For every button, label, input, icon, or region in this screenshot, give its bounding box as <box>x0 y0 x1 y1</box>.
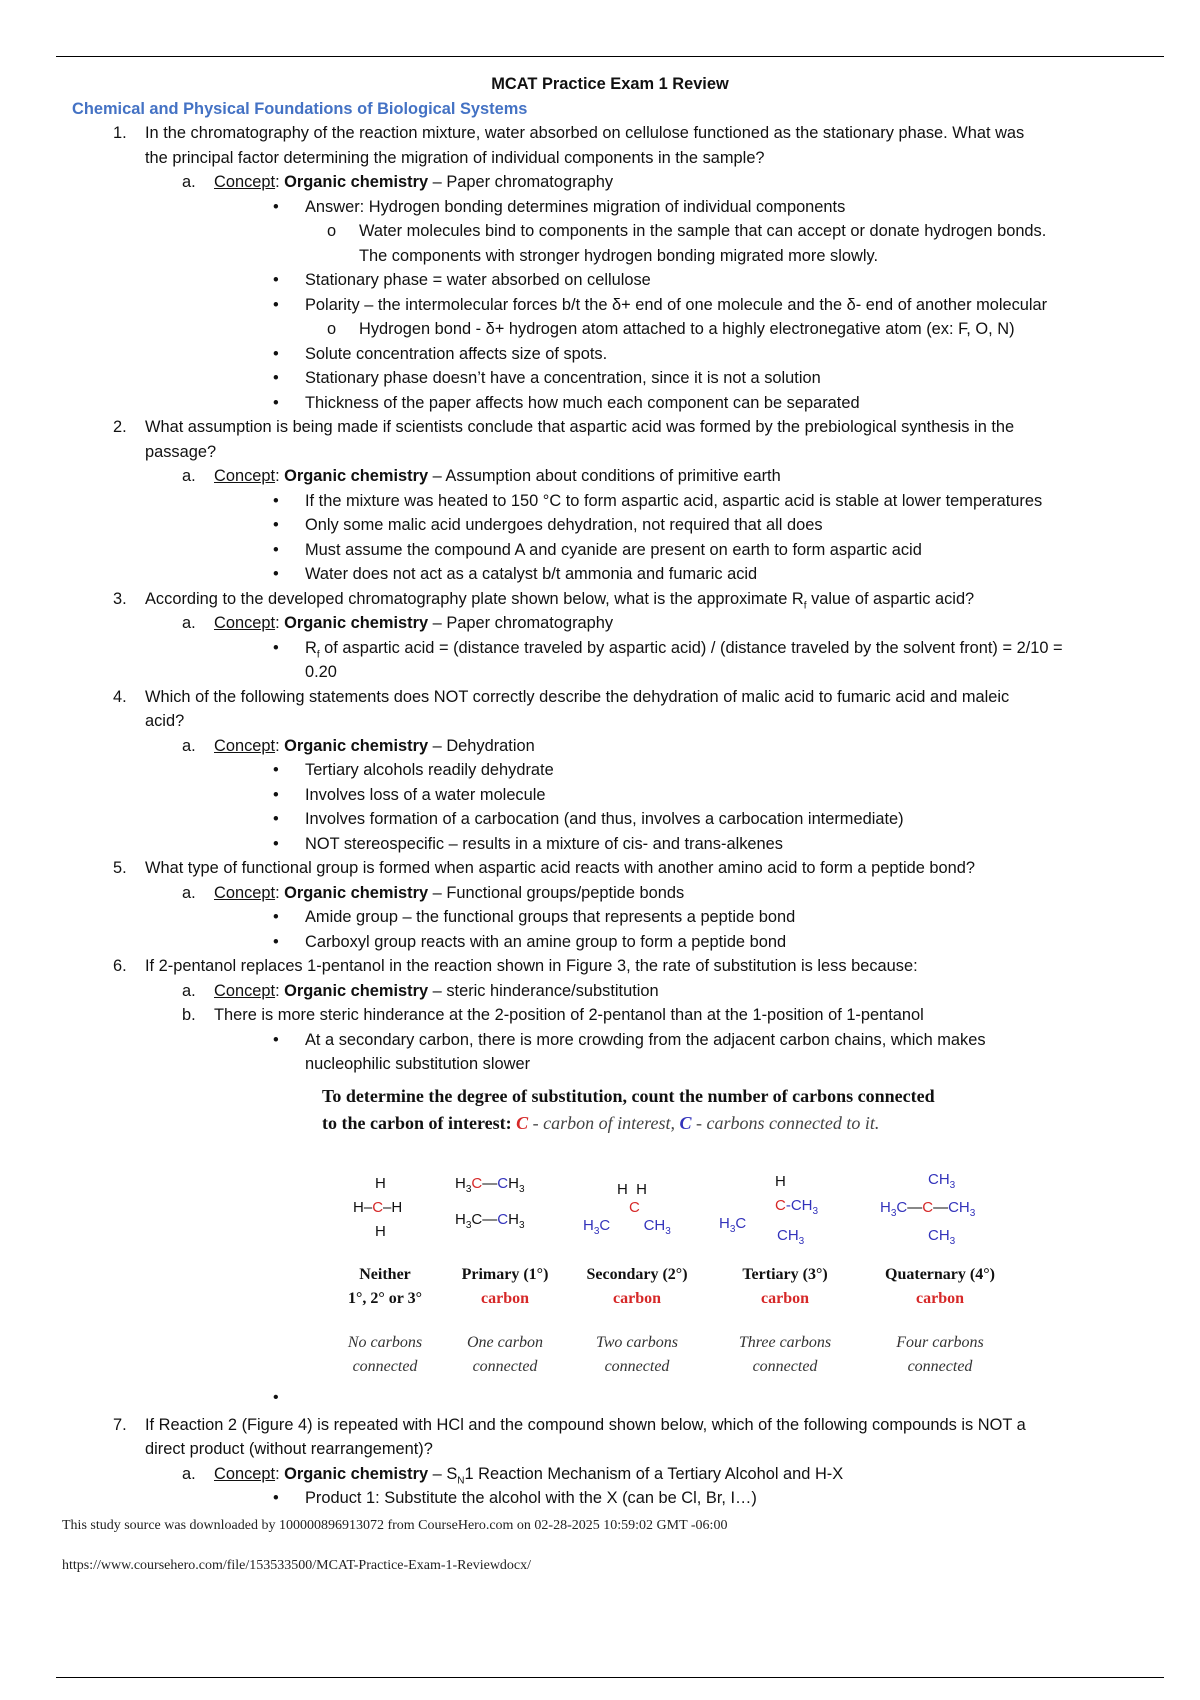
bullet-marker: • <box>273 369 279 387</box>
text-segment: Polarity – the intermolecular forces b/t the δ+ end of one molecule and the δ- end of another molecular <box>305 295 1048 314</box>
text-segment: 0.20 <box>305 663 337 681</box>
list-number: a. <box>182 467 196 485</box>
topic-label: Organic chemistry <box>284 981 429 1000</box>
line-text <box>214 611 613 636</box>
alpha-line <box>0 464 1200 489</box>
text-segment: R <box>305 638 317 657</box>
text-segment: Tertiary alcohols readily dehydrate <box>305 761 554 779</box>
text-segment: – steric hinderance/substitution <box>428 981 659 1000</box>
bullet-line <box>0 832 1200 857</box>
bullet-line <box>0 1028 1200 1053</box>
column-secondary: H H C $H_3C$ $CH_3$ Secondary (2°) carbon Two carbons connected <box>577 1173 697 1379</box>
bottom-rule <box>56 1677 1164 1678</box>
text-segment: Product 1: Substitute the alcohol with the X (can be Cl, Br, I…) <box>305 1489 757 1507</box>
circle-line <box>0 244 1200 269</box>
line-text <box>145 1437 433 1462</box>
text-segment: Water molecules bind to components in the sample that can accept or donate hydrogen bonds. <box>359 222 1047 240</box>
methane-structure-icon: H H–C–H H <box>353 1174 403 1240</box>
text-segment: Solute concentration affects size of spots. <box>305 344 608 363</box>
text-segment: What assumption is being made if scientists conclude that aspartic acid was formed by the prebiological synthesis in the <box>145 418 1015 436</box>
list-number: a. <box>182 883 196 902</box>
bullet-line <box>0 930 1200 955</box>
text-segment: What type of functional group is formed when aspartic acid reacts with another amino acid to form a peptide bond? <box>145 859 976 877</box>
list-number: a. <box>182 981 196 1000</box>
list-number: b. <box>182 1006 196 1024</box>
document-body <box>0 72 1200 1511</box>
text-segment: N <box>457 1474 465 1486</box>
substitution-diagram <box>322 1083 1042 1403</box>
line-text <box>145 587 974 612</box>
text-segment: At a secondary carbon, there is more crowding from the adjacent carbon chains, which makes <box>305 1030 986 1049</box>
line-text <box>305 562 757 587</box>
line-text <box>145 1413 1026 1438</box>
text-segment: value of aspartic acid? <box>806 589 975 608</box>
bullet-line <box>0 758 1200 783</box>
alpha-line <box>0 170 1200 195</box>
circle-bullet-marker: o <box>327 320 337 338</box>
text-segment: – Paper chromatography <box>428 173 614 191</box>
bullet-marker: • <box>273 197 279 216</box>
propane-structure-icon: H H C $H_3C$ $CH_3$ <box>583 1180 671 1237</box>
concept-label: Concept <box>214 467 276 485</box>
concept-label: Concept <box>214 981 276 1000</box>
line-text <box>305 391 860 416</box>
text-segment: Involves loss of a water molecule <box>305 785 546 804</box>
text-segment: the principal factor determining the migration of individual components in the sample? <box>145 148 765 167</box>
line-text <box>305 1052 530 1077</box>
topic-label: Organic chemistry <box>284 883 429 902</box>
text-segment: Hydrogen bond - δ+ hydrogen atom attached to a highly electronegative atom (ex: F, O, N) <box>359 320 1015 338</box>
source-url-link[interactable]: https://www.coursehero.com/file/153533500/MCAT-Practice-Exam-1-Reviewdocx/ <box>62 1558 532 1573</box>
text-segment: : <box>275 173 285 191</box>
text-segment: – Assumption about conditions of primitive earth <box>428 467 781 485</box>
text-segment: direct product (without rearrangement)? <box>145 1440 433 1458</box>
text-segment: Answer: Hydrogen bonding determines migration of individual components <box>305 197 846 216</box>
line-text <box>305 366 821 391</box>
line-text <box>305 1486 757 1511</box>
question-list <box>0 121 1200 1511</box>
line-text <box>214 734 535 759</box>
bullet-marker: • <box>273 491 279 510</box>
bullet-marker: • <box>273 1489 279 1507</box>
line-text <box>145 685 1009 710</box>
line-text <box>305 489 1042 514</box>
text-segment: Stationary phase = water absorbed on cellulose <box>305 271 651 289</box>
text-segment: : <box>275 981 285 1000</box>
line-text <box>214 1462 843 1487</box>
bullet-line <box>0 195 1200 220</box>
text-segment: 1 Reaction Mechanism of a Tertiary Alcohol and H-X <box>464 1464 844 1483</box>
bullet-line <box>0 1052 1200 1077</box>
text-segment: f <box>803 599 807 611</box>
line-text <box>214 979 659 1004</box>
line-text <box>305 832 783 857</box>
line-text <box>359 244 878 269</box>
bullet-marker: • <box>273 1388 279 1406</box>
bullet-marker: • <box>273 810 279 828</box>
bullet-line <box>0 293 1200 318</box>
text-segment: Only some malic acid undergoes dehydration, not required that all does <box>305 516 823 534</box>
line-text <box>305 930 786 955</box>
text-segment: – Dehydration <box>428 736 535 755</box>
isobutane-structure-icon: H $C-CH_3$ $H_3C$ $CH_3$ <box>719 1172 819 1247</box>
list-number: 1. <box>113 124 127 142</box>
bullet-line <box>0 268 1200 293</box>
substitution-figure <box>0 1083 1200 1413</box>
bullet-line <box>0 391 1200 416</box>
text-segment: Involves formation of a carbocation (and thus, involves a carbocation intermediate) <box>305 810 904 828</box>
topic-label: Organic chemistry <box>284 173 429 191</box>
list-number: 5. <box>113 859 127 877</box>
line-text <box>145 121 1024 146</box>
num-line <box>0 685 1200 710</box>
bullet-line <box>0 1486 1200 1511</box>
bullet-line <box>0 660 1200 685</box>
text-segment: In the chromatography of the reaction mixture, water absorbed on cellulose functioned as the stationary phase. What was <box>145 124 1025 142</box>
bullet-line <box>0 366 1200 391</box>
list-number: 6. <box>113 957 127 975</box>
column-quaternary: $CH_3$ $H_3C—C—CH_3$ $CH_3$ Quaternary (4°) carbon Four carbons connected <box>880 1173 1000 1379</box>
text-segment: f <box>316 648 320 660</box>
text-segment: If 2-pentanol replaces 1-pentanol in the reaction shown in Figure 3, the rate of substitution is less because: <box>145 957 918 975</box>
text-segment: Carboxyl group reacts with an amine group to form a peptide bond <box>305 932 787 951</box>
alpha-line <box>0 881 1200 906</box>
text-segment: – Functional groups/peptide bonds <box>428 883 685 902</box>
line-text <box>145 440 216 465</box>
text-segment: Stationary phase doesn’t have a concentration, since it is not a solution <box>305 369 821 387</box>
circle-line <box>0 219 1200 244</box>
bullet-marker: • <box>273 393 279 412</box>
topic-label: Organic chemistry <box>284 1464 429 1483</box>
text-segment: of aspartic acid = (distance traveled by aspartic acid) / (distance traveled by the solvent front) = 2/10 = <box>319 638 1063 657</box>
ethane-structure-icon: $H_3C—CH_3$ $H_3C—CH_3$ <box>455 1174 525 1231</box>
text-segment: nucleophilic substitution slower <box>305 1055 531 1073</box>
line-text <box>305 783 546 808</box>
bullet-line <box>0 905 1200 930</box>
line-text <box>145 146 765 171</box>
alpha-line <box>0 979 1200 1004</box>
circle-line <box>0 317 1200 342</box>
num-line <box>0 856 1200 881</box>
bullet-marker: • <box>273 344 279 363</box>
num-line <box>0 121 1200 146</box>
text-segment: : <box>275 736 285 755</box>
bullet-line <box>0 489 1200 514</box>
figure-title: To determine the degree of substitution, count the number of carbons connected <box>322 1085 935 1106</box>
list-number: a. <box>182 1464 196 1483</box>
bullet-marker: • <box>273 834 279 853</box>
line-text <box>305 342 607 367</box>
line-text <box>305 758 554 783</box>
line-text <box>305 268 651 293</box>
column-tertiary: H $C-CH_3$ $H_3C$ $CH_3$ Tertiary (3°) carbon Three carbons connected <box>725 1173 845 1379</box>
bullet-marker: • <box>273 908 279 926</box>
num-line <box>0 440 1200 465</box>
list-number: 4. <box>113 687 127 706</box>
topic-label: Organic chemistry <box>284 467 429 485</box>
num-line <box>0 1437 1200 1462</box>
download-notice: This study source was downloaded by 100000896913072 from CourseHero.com on 02-28-2025 10:59:02 GMT -06:00 <box>62 1518 728 1533</box>
bullet-marker: • <box>273 785 279 804</box>
line-text <box>214 881 684 906</box>
neopentane-structure-icon: $CH_3$ $H_3C—C—CH_3$ $CH_3$ <box>880 1170 976 1247</box>
line-text <box>305 905 795 930</box>
text-segment: – S <box>428 1464 458 1483</box>
num-line <box>0 954 1200 979</box>
text-segment: If the mixture was heated to 150 °C to form aspartic acid, aspartic acid is stable at lower temperatures <box>305 491 1043 510</box>
section-heading: Chemical and Physical Foundations of Biological Systems <box>72 99 528 118</box>
line-text <box>214 464 781 489</box>
text-segment: : <box>275 1464 285 1483</box>
text-segment: – Paper chromatography <box>428 614 614 632</box>
concept-label: Concept <box>214 1464 276 1483</box>
alpha-line <box>0 1462 1200 1487</box>
column-primary: $H_3C—CH_3$ $H_3C—CH_3$ Primary (1°) carbon One carbon connected <box>445 1173 565 1379</box>
line-text <box>214 1003 924 1028</box>
text-segment: passage? <box>145 442 217 461</box>
topic-label: Organic chemistry <box>284 614 429 632</box>
bullet-line <box>0 807 1200 832</box>
list-number: 3. <box>113 589 127 608</box>
line-text <box>359 219 1046 244</box>
text-segment: Thickness of the paper affects how much each component can be separated <box>305 393 860 412</box>
concept-label: Concept <box>214 173 276 191</box>
line-text <box>305 1028 986 1053</box>
bullet-line <box>0 342 1200 367</box>
line-text <box>145 856 975 881</box>
text-segment: Which of the following statements does NOT correctly describe the dehydration of malic acid to fumaric acid and maleic <box>145 687 1010 706</box>
list-number: a. <box>182 173 196 191</box>
line-text <box>305 513 823 538</box>
num-line <box>0 415 1200 440</box>
bullet-marker: • <box>273 638 279 657</box>
line-text <box>305 538 922 563</box>
num-line <box>0 146 1200 171</box>
num-line <box>0 587 1200 612</box>
text-segment: Amide group – the functional groups that represents a peptide bond <box>305 908 796 926</box>
text-segment: If Reaction 2 (Figure 4) is repeated with HCl and the compound shown below, which of the following compounds is NOT a <box>145 1415 1026 1434</box>
figure-title-line2: to the carbon of interest: C - carbon of interest, C - carbons connected to it. <box>322 1112 880 1133</box>
concept-label: Concept <box>214 883 276 902</box>
bullet-marker: • <box>273 540 279 559</box>
line-text <box>305 195 845 220</box>
line-text <box>214 170 613 195</box>
text-segment: There is more steric hinderance at the 2-position of 2-pentanol than at the 1-position of 1-pentanol <box>214 1006 924 1024</box>
list-number: 7. <box>113 1415 127 1434</box>
topic-label: Organic chemistry <box>284 736 429 755</box>
text-segment: : <box>275 467 285 485</box>
text-segment: : <box>275 883 285 902</box>
line-text <box>359 317 1015 342</box>
text-segment: Must assume the compound A and cyanide are present on earth to form aspartic acid <box>305 540 922 559</box>
bullet-line <box>0 562 1200 587</box>
line-text <box>305 293 1047 318</box>
bullet-line <box>0 538 1200 563</box>
list-number: a. <box>182 736 196 755</box>
text-segment: Water does not act as a catalyst b/t ammonia and fumaric acid <box>305 565 758 583</box>
num-line <box>0 1413 1200 1438</box>
concept-label: Concept <box>214 736 276 755</box>
alpha-line <box>0 1003 1200 1028</box>
line-text <box>305 807 904 832</box>
bullet-marker: • <box>273 1030 279 1049</box>
line-text <box>145 415 1014 440</box>
bullet-marker: • <box>273 761 279 779</box>
line-text <box>145 709 184 734</box>
text-segment: : <box>275 614 285 632</box>
bullet-marker: • <box>273 565 279 583</box>
list-number: a. <box>182 614 196 632</box>
num-line <box>0 709 1200 734</box>
text-segment: acid? <box>145 712 185 730</box>
column-neither: H H–C–H H Neither 1°, 2° or 3° No carbons connected <box>325 1173 445 1379</box>
bullet-line <box>0 783 1200 808</box>
text-segment: NOT stereospecific – results in a mixture of cis- and trans-alkenes <box>305 834 783 853</box>
bullet-marker: • <box>273 271 279 289</box>
circle-bullet-marker: o <box>327 222 337 240</box>
bullet-marker: • <box>273 295 279 314</box>
line-text <box>305 660 337 685</box>
bullet-line <box>0 636 1200 661</box>
alpha-line <box>0 611 1200 636</box>
alpha-line <box>0 734 1200 759</box>
bullet-marker: • <box>273 516 279 534</box>
line-text <box>145 954 918 979</box>
bullet-marker: • <box>273 932 279 951</box>
concept-label: Concept <box>214 614 276 632</box>
text-segment: According to the developed chromatography plate shown below, what is the approximate R <box>145 589 804 608</box>
top-rule <box>56 56 1164 57</box>
text-segment: The components with stronger hydrogen bonding migrated more slowly. <box>359 246 879 265</box>
list-number: 2. <box>113 418 127 436</box>
line-text <box>305 636 1063 661</box>
page-title: MCAT Practice Exam 1 Review <box>491 75 729 93</box>
bullet-line <box>0 513 1200 538</box>
